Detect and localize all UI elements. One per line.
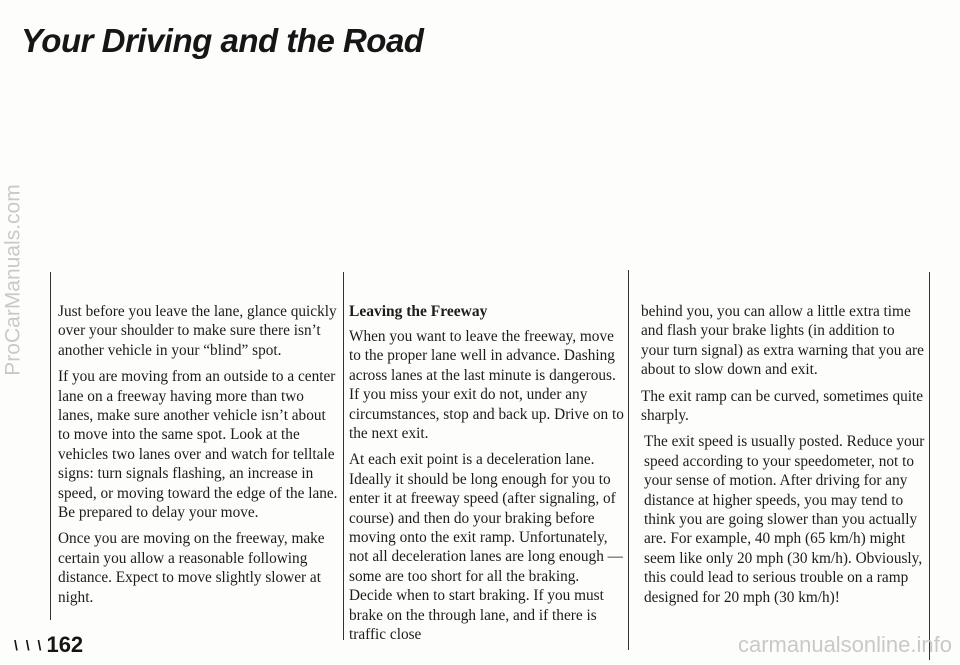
watermark-text: ProCarManuals.com [2,184,25,376]
column-divider-middle [343,272,344,640]
paragraph: The exit speed is usually posted. Reduce your speed according to your speedometer, not to your sense of motion. After driving for any distance at higher speeds, you may tend to think you are going slower than you actually are. For example, 40 mph (65 km/h) might seem like only 20 mph (30 km/h). Obviously, this could lead to serious trouble on a ramp designed for 20 mph (30 km/h)! [644,433,925,606]
paragraph: When you want to leave the freeway, move to the proper lane well in advance. Dashing across lanes at the last minute is dangerous. If you miss your exit do not, under any circumstances, stop and back up. Drive on to the next exit. [349,328,624,443]
page-title: Your Driving and the Road [21,22,424,59]
page-number [14,632,83,658]
column-divider-left [50,272,51,620]
section-heading: Leaving the Freeway [349,303,488,320]
paragraph: Once you are moving on the freeway, make certain you allow a reasonable following distance. Expect to move slightly slower at night. [58,530,325,606]
column-1 [58,302,340,614]
column-3 [641,302,926,614]
paragraph: At each exit point is a deceleration lane. Ideally it should be long enough for you to enter it at freeway speed (after signaling, of course) and then do your braking before moving onto the exit ramp. Unfortunately, not all deceleration lanes are long enough — some are too short for all the braking. Decide when to start braking. If you must brake on the through lane, and if there is traffic close [349,451,623,644]
column-divider-right [628,270,629,650]
footer-watermark-url: carmanualsonline.info [737,632,952,657]
watermark [0,70,28,490]
column-2 [349,302,625,652]
paragraph: behind you, you can allow a little extra time and flash your brake lights (in addition to your turn signal) as extra warning that you are about to slow down and exit. [641,303,924,379]
page-marks: \ \ \ [14,637,44,653]
paragraph: The exit ramp can be curved, sometimes quite sharply. [641,387,924,425]
paragraph: Just before you leave the lane, glance quickly over your shoulder to make sure there isn’t another vehicle in your “blind” spot. [58,303,337,359]
page-number-value: 162 [46,632,84,657]
column-divider-far-right [929,272,930,660]
paragraph: If you are moving from an outside to a center lane on a freeway having more than two lanes, make sure another vehicle isn’t about to move into the same spot. Look at the vehicles two lanes over and watch for telltale signs: turn signals flashing, an increase in speed, or moving toward the edge of the lane. Be prepared to delay your move. [58,368,338,522]
